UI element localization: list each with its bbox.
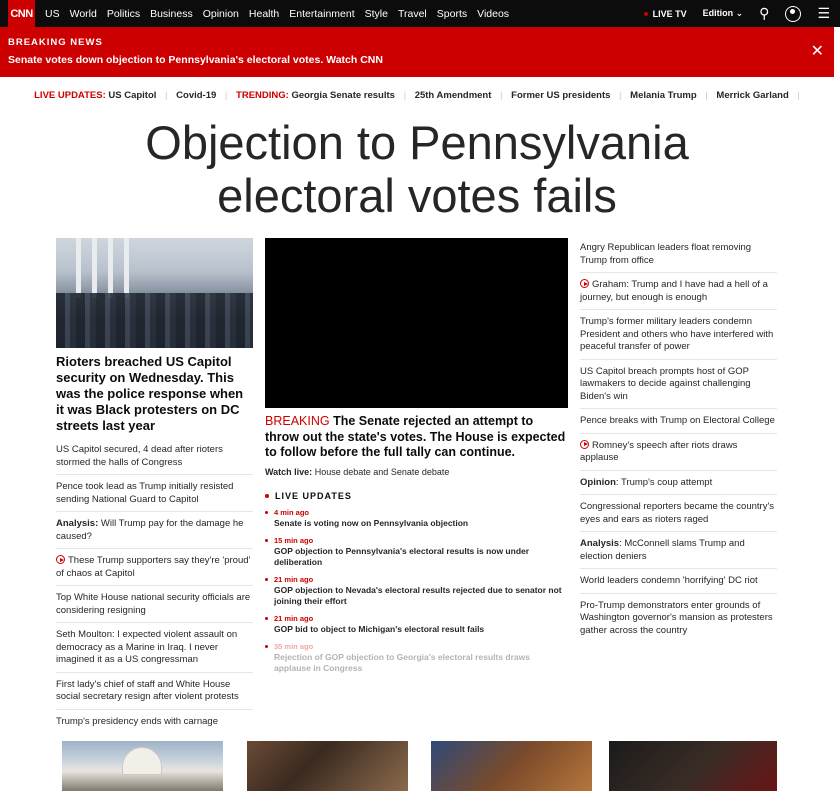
trending-link-georgia[interactable]: Georgia Senate results bbox=[291, 90, 395, 101]
nav-link-sports[interactable]: Sports bbox=[436, 7, 468, 20]
update-text: Rejection of GOP objection to Georgia's electoral results draws applause in Congress bbox=[274, 651, 530, 673]
account-icon[interactable] bbox=[785, 6, 801, 22]
item-text: Pro-Trump demonstrators enter grounds of Washington governor's mansion as protesters gather across the country bbox=[580, 599, 773, 636]
video-player[interactable] bbox=[265, 238, 568, 408]
center-headline-text: The Senate rejected an attempt to throw out the state's votes. The House is expected to follow before the full tally can continue. bbox=[265, 414, 566, 459]
live-update-item[interactable] bbox=[265, 614, 568, 635]
item-text: Congressional reporters became the country's eyes and ears as rioters raged bbox=[580, 501, 775, 525]
separator: | bbox=[705, 90, 708, 101]
live-dot-icon bbox=[265, 494, 269, 498]
live-updates-label: LIVE UPDATES bbox=[275, 490, 352, 501]
photo-column bbox=[92, 238, 97, 298]
update-time: 35 min ago bbox=[274, 641, 314, 651]
play-video-icon bbox=[580, 440, 589, 449]
photo-crowd bbox=[56, 293, 253, 348]
live-updates-label: LIVE UPDATES: bbox=[34, 90, 106, 101]
search-icon[interactable]: ⚲ bbox=[759, 5, 770, 21]
right-column bbox=[580, 242, 777, 648]
separator: | bbox=[797, 90, 800, 101]
top-nav bbox=[0, 0, 840, 27]
live-updates-list bbox=[265, 508, 568, 674]
nav-link-travel[interactable]: Travel bbox=[397, 7, 427, 20]
list-item[interactable] bbox=[580, 279, 777, 310]
item-text: : McConnell slams Trump and election deniers bbox=[580, 538, 745, 562]
play-video-icon bbox=[580, 279, 589, 288]
photo-column bbox=[108, 238, 113, 298]
nav-link-us[interactable]: US bbox=[45, 7, 60, 20]
lead-story-title[interactable]: Rioters breached US Capitol security on Wednesday. This was the police response when it was Black protesters on DC streets last year bbox=[56, 354, 244, 433]
nav-link-health[interactable]: Health bbox=[248, 7, 280, 20]
menu-icon[interactable]: ☰ bbox=[817, 5, 830, 21]
breaking-kicker: BREAKING NEWS bbox=[8, 37, 103, 48]
photo-column bbox=[124, 238, 129, 298]
nav-link-business[interactable]: Business bbox=[150, 7, 193, 20]
update-text: GOP objection to Nevada's electoral results rejected due to senator not joining their effort bbox=[274, 584, 562, 606]
capitol-police-photo[interactable] bbox=[56, 238, 253, 348]
chevron-down-icon: ⌄ bbox=[735, 8, 744, 18]
headline-line2: electoral votes fails bbox=[217, 169, 617, 222]
update-time: 21 min ago bbox=[274, 574, 314, 584]
cnn-logo[interactable]: CNN bbox=[8, 0, 35, 27]
list-item[interactable] bbox=[580, 440, 777, 471]
item-prefix: Analysis bbox=[580, 538, 620, 549]
separator: | bbox=[224, 90, 228, 101]
live-dot-icon bbox=[644, 12, 648, 16]
house-debate-link[interactable]: House debate bbox=[314, 466, 371, 477]
item-text: Trump's presidency ends with carnage bbox=[56, 715, 218, 727]
live-updates-title[interactable] bbox=[265, 491, 568, 501]
item-text: Angry Republican leaders float removing Trump from office bbox=[580, 242, 752, 266]
live-tv-link[interactable] bbox=[644, 9, 687, 19]
nav-link-style[interactable]: Style bbox=[364, 7, 388, 20]
trending-link-garland[interactable]: Merrick Garland bbox=[716, 90, 789, 101]
trending-link-melania[interactable]: Melania Trump bbox=[630, 90, 697, 101]
breaking-label: BREAKING bbox=[265, 414, 330, 428]
list-item[interactable] bbox=[580, 477, 777, 496]
thumbnail-capitol[interactable] bbox=[62, 741, 223, 791]
watch-and: and bbox=[373, 466, 389, 477]
nav-link-videos[interactable]: Videos bbox=[477, 7, 510, 20]
page-headline[interactable] bbox=[0, 116, 834, 222]
center-column bbox=[265, 238, 568, 674]
close-icon[interactable]: ✕ bbox=[810, 43, 824, 60]
list-item[interactable] bbox=[580, 538, 777, 569]
item-text: First lady's chief of staff and White House social secretary resign after violent protests bbox=[56, 678, 239, 702]
list-item[interactable] bbox=[580, 575, 777, 594]
list-item[interactable] bbox=[56, 673, 253, 710]
list-item[interactable] bbox=[56, 475, 253, 512]
nav-link-politics[interactable]: Politics bbox=[106, 7, 141, 20]
nav-link-world[interactable]: World bbox=[69, 7, 97, 20]
update-time: 4 min ago bbox=[274, 507, 310, 517]
thumbnail-chamber[interactable] bbox=[609, 741, 777, 791]
thumbnail-rioters[interactable] bbox=[247, 741, 408, 791]
photo-column bbox=[76, 238, 81, 298]
separator: | bbox=[165, 90, 168, 101]
trending-bar bbox=[0, 90, 840, 101]
update-text: GOP bid to object to Michigan's electoral result fails bbox=[274, 623, 485, 634]
item-text: : Trump's coup attempt bbox=[615, 476, 713, 488]
separator: | bbox=[500, 90, 503, 101]
watch-live-label: Watch live: bbox=[265, 466, 313, 477]
list-item[interactable] bbox=[580, 600, 777, 643]
list-item[interactable] bbox=[580, 415, 777, 434]
update-time: 15 min ago bbox=[274, 535, 314, 545]
item-text: World leaders condemn 'horrifying' DC riot bbox=[580, 575, 758, 586]
item-text: Trump's former military leaders condemn President and others who have interfered with peaceful transfer of power bbox=[580, 316, 774, 352]
edition-label: Edition bbox=[702, 8, 734, 18]
watch-live bbox=[265, 467, 568, 477]
item-text: These Trump supporters say they're 'proud' of chaos at Capitol bbox=[56, 555, 251, 579]
headline-line1: Objection to Pennsylvania bbox=[145, 116, 689, 169]
update-text: Senate is voting now on Pennsylvania objection bbox=[274, 517, 469, 528]
thumbnail-ballot-boxes[interactable] bbox=[431, 741, 592, 791]
capitol-dome-shape bbox=[122, 747, 162, 775]
separator: | bbox=[619, 90, 622, 101]
live-update-item[interactable] bbox=[265, 575, 568, 607]
item-text: Romney's speech after riots draws applause bbox=[580, 439, 738, 463]
trending-link-presidents[interactable]: Former US presidents bbox=[511, 90, 611, 101]
item-prefix: Opinion bbox=[580, 476, 616, 488]
nav-link-entertainment[interactable]: Entertainment bbox=[289, 7, 355, 20]
item-text: US Capitol breach prompts host of GOP lawmakers to decide against challenging Biden's win bbox=[580, 365, 751, 402]
item-text: Pence took lead as Trump initially resisted sending National Guard to Capitol bbox=[56, 481, 234, 505]
list-item[interactable] bbox=[580, 366, 777, 410]
item-text: US Capitol secured, 4 dead after rioters stormed the halls of Congress bbox=[56, 444, 223, 468]
list-item[interactable] bbox=[56, 512, 253, 549]
trending-label: TRENDING: bbox=[236, 90, 289, 101]
item-text: Will Trump pay for the damage he caused? bbox=[56, 518, 244, 542]
left-story-list bbox=[56, 438, 253, 733]
thumbnail-row bbox=[0, 741, 840, 791]
center-headline[interactable] bbox=[265, 414, 568, 461]
list-item[interactable] bbox=[580, 316, 777, 360]
breaking-news-banner[interactable] bbox=[0, 27, 834, 77]
list-item[interactable] bbox=[56, 623, 253, 673]
list-item[interactable] bbox=[580, 501, 777, 532]
item-text: Graham: Trump and I have had a hell of a journey, but enough is enough bbox=[580, 279, 768, 303]
update-text: GOP objection to Pennsylvania's electoral results is now under deliberation bbox=[274, 545, 530, 567]
nav-link-opinion[interactable]: Opinion bbox=[202, 7, 239, 20]
list-item[interactable] bbox=[56, 438, 253, 475]
trending-link-capitol[interactable]: US Capitol bbox=[108, 90, 157, 101]
trending-link-25th[interactable]: 25th Amendment bbox=[414, 90, 492, 101]
list-item[interactable] bbox=[56, 710, 253, 734]
live-update-item[interactable] bbox=[265, 508, 568, 529]
senate-debate-link[interactable]: Senate debate bbox=[390, 466, 450, 477]
separator: | bbox=[403, 90, 407, 101]
update-time: 21 min ago bbox=[274, 613, 314, 623]
trending-link-covid[interactable]: Covid-19 bbox=[176, 90, 217, 101]
nav-links bbox=[45, 8, 509, 20]
edition-dropdown[interactable] bbox=[703, 8, 744, 19]
item-text: Top White House national security officials are considering resigning bbox=[56, 592, 251, 616]
left-column bbox=[56, 238, 253, 733]
live-tv-label: LIVE TV bbox=[652, 8, 687, 19]
live-update-item[interactable] bbox=[265, 642, 568, 674]
live-update-item[interactable] bbox=[265, 536, 568, 568]
item-text: Pence breaks with Trump on Electoral College bbox=[580, 415, 775, 426]
breaking-message[interactable]: Senate votes down objection to Pennsylvania's electoral votes. Watch CNN bbox=[8, 54, 383, 66]
play-video-icon bbox=[56, 555, 65, 564]
list-item[interactable] bbox=[56, 586, 253, 623]
list-item[interactable] bbox=[580, 242, 777, 273]
item-prefix: Analysis: bbox=[56, 518, 99, 529]
list-item[interactable] bbox=[56, 549, 253, 586]
item-text: Seth Moulton: I expected violent assault on democracy as a Marine in Iraq. I never imagined it as a US congressman bbox=[56, 629, 238, 665]
nav-right bbox=[644, 0, 830, 27]
